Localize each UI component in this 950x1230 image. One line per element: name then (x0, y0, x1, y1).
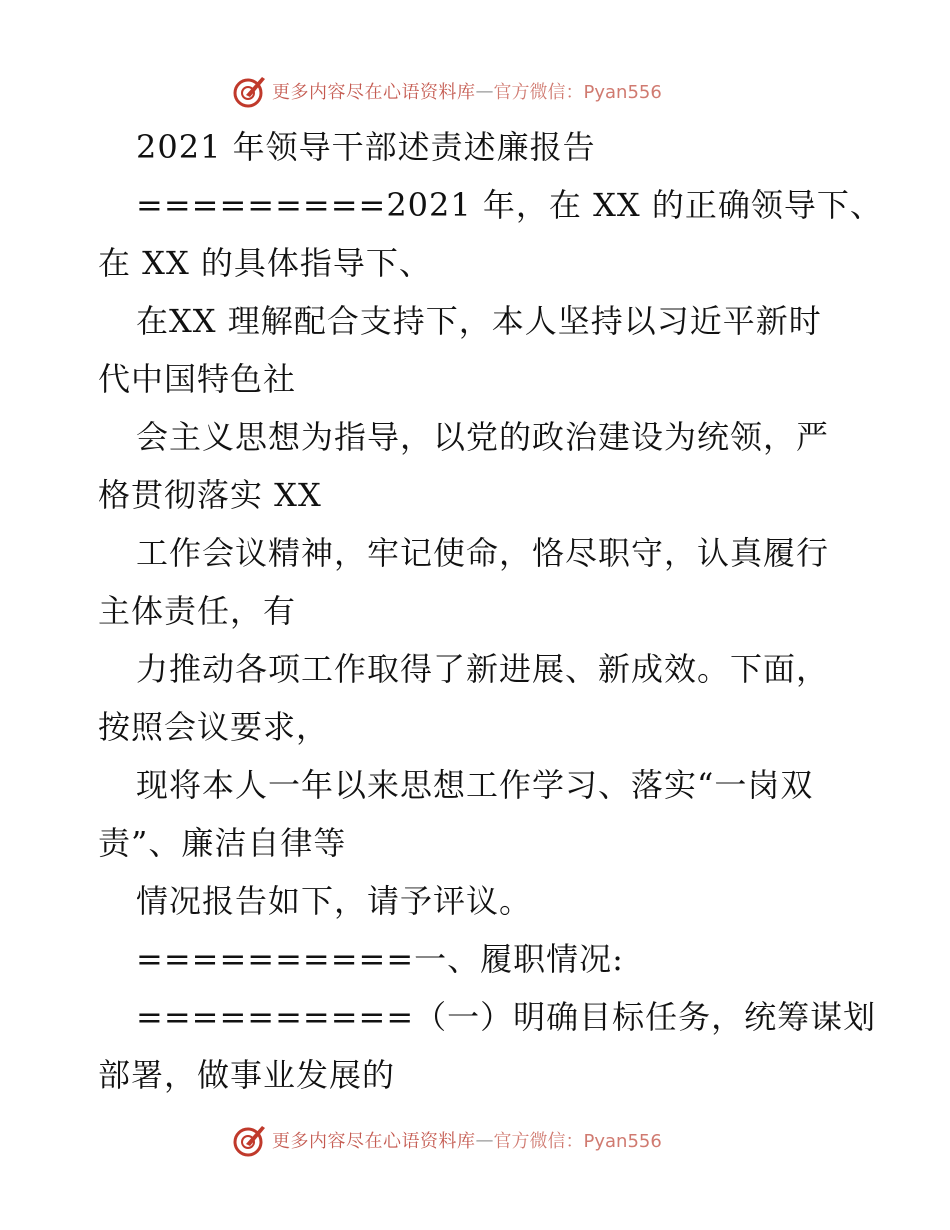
text-line: 工作会议精神，牢记使命，恪尽职守，认真履行 (136, 534, 830, 572)
document-body (98, 118, 883, 1104)
text-line: 会主义思想为指导，以党的政治建设为统领，严 (136, 418, 830, 456)
text-line: 部署，做事业发展的 (98, 1056, 396, 1094)
text-line: 力推动各项工作取得了新进展、新成效。下面， (136, 650, 830, 688)
text-line: 责”、廉洁自律等 (98, 824, 347, 862)
watermark-contact: 官方微信：Pyan556 (493, 82, 662, 103)
text-line: 按照会议要求， (98, 708, 330, 746)
text-line: 代中国特色社 (98, 360, 297, 398)
watermark-text: 更多内容尽在心语资料库 (272, 1131, 476, 1152)
watermark-header (232, 71, 662, 111)
subsection-heading: ==========（一）明确目标任务，统筹谋划 (136, 998, 877, 1036)
watermark-text: 更多内容尽在心语资料库 (272, 82, 476, 103)
text-line: 在XX 理解配合支持下，本人坚持以习近平新时 (136, 302, 822, 340)
watermark-dash: — (475, 1129, 494, 1151)
document-title: 2021 年领导干部述责述廉报告 (136, 128, 596, 166)
text-line: 情况报告如下，请予评议。 (136, 882, 533, 920)
quill-logo-icon (232, 1122, 268, 1158)
section-heading: ==========一、履职情况: (136, 940, 624, 978)
text-line: 在 XX 的具体指导下、 (98, 244, 432, 282)
watermark-dash: — (475, 80, 494, 102)
text-line: 主体责任，有 (98, 592, 297, 630)
text-line: 现将本人一年以来思想工作学习、落实“一岗双 (136, 766, 814, 804)
watermark-contact: 官方微信：Pyan556 (493, 1131, 662, 1152)
text-line: 格贯彻落实 XX (98, 476, 322, 514)
quill-logo-icon (232, 73, 268, 109)
watermark-footer (232, 1120, 662, 1160)
text-line: =========2021 年，在 XX 的正确领导下、 (136, 186, 883, 224)
